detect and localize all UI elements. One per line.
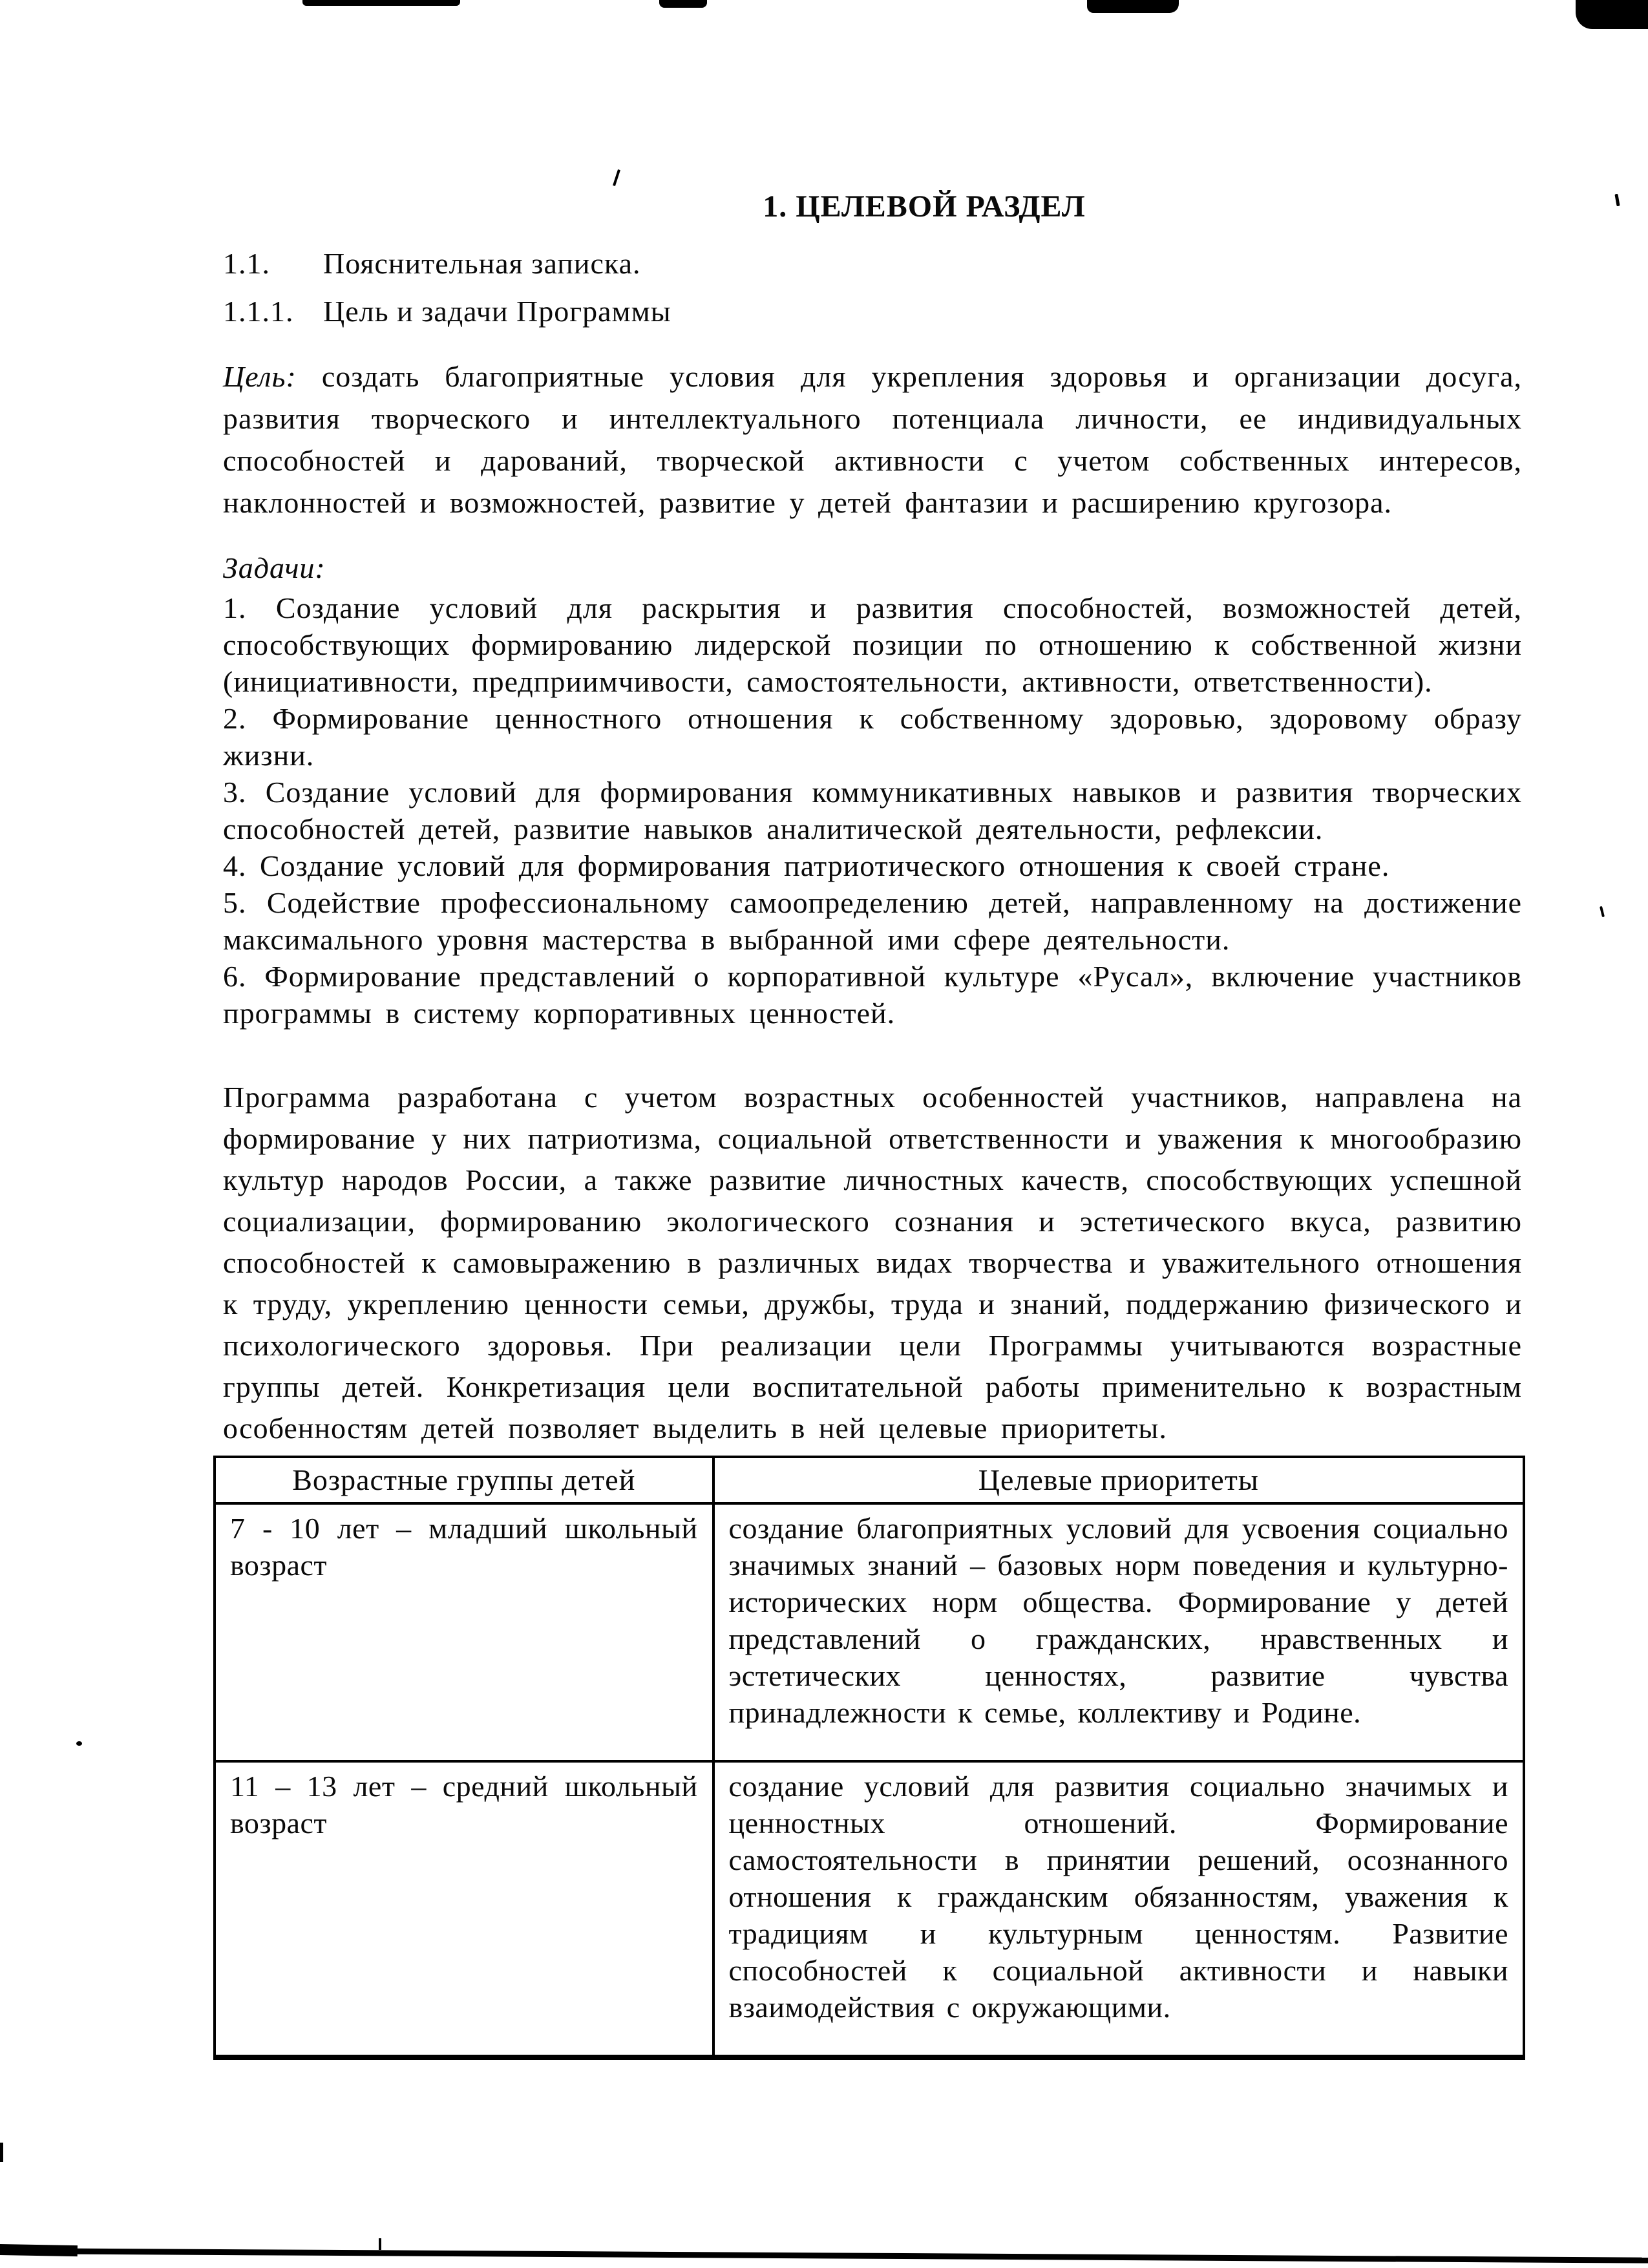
section-number: 1.1. xyxy=(223,247,270,280)
scan-speck-above-title xyxy=(613,169,620,186)
table-row xyxy=(215,1761,1524,2057)
task-item: 4. Создание условий для формирования патриотического отношения к своей стране. xyxy=(223,849,1390,882)
task-item: 3. Создание условий для формирования коммуникативных навыков и развития творческих способностей детей, развитие навыков аналитической деятельности, рефлексии. xyxy=(223,776,1522,845)
scan-speck-right-margin-2 xyxy=(1600,906,1605,917)
section-heading-1-1-1 xyxy=(223,293,1522,330)
table-row xyxy=(215,1503,1524,1761)
goal-label: Цель: xyxy=(223,360,297,393)
priority-cell: создание условий для развития социально значимых и ценностных отношений. Формирование самостоятельности в принятии решений, осознанного отношения к гражданским обязанностям, уважения к традициям и культурным ценностям. Развитие способностей к социальной активности и навыки взаимодействия с окружающими. xyxy=(713,1761,1524,2057)
age-group-cell: 7 - 10 лет – младший школьный возраст xyxy=(215,1503,713,1761)
age-groups-table xyxy=(213,1456,1525,2060)
scan-speck-left-margin xyxy=(76,1741,82,1746)
document-content xyxy=(223,187,1522,2060)
subsection-number: 1.1.1. xyxy=(223,295,294,328)
section-label: Пояснительная записка. xyxy=(323,247,641,280)
priority-cell: создание благоприятных условий для усвоения социально значимых знаний – базовых норм поведения и культурно-исторических норм общества. Формирование у детей представлений о гражданских, нравственных и эстетических ценностях, развитие чувства принадлежности к семье, коллективу и Родине. xyxy=(713,1503,1524,1761)
task-item: 1. Создание условий для раскрытия и развития способностей, возможностей детей, способствующих формированию лидерской позиции по отношению к собственной жизни (инициативности, предприимчивости, самостоятельности, активности, ответственности). xyxy=(223,591,1522,698)
task-item: 5. Содействие профессиональному самоопределению детей, направленному на достижение максимального уровня мастерства в выбранной ими сфере деятельности. xyxy=(223,886,1522,956)
task-item: 2. Формирование ценностного отношения к собственному здоровью, здоровому образу жизни. xyxy=(223,702,1522,772)
table-header-row xyxy=(215,1457,1524,1503)
age-group-cell: 11 – 13 лет – средний школьный возраст xyxy=(215,1761,713,2057)
task-item: 6. Формирование представлений о корпоративной культуре «Русал», включение участников программы в систему корпоративных ценностей. xyxy=(223,960,1522,1030)
goal-paragraph xyxy=(223,355,1522,524)
scan-artifact-left-edge xyxy=(0,2143,3,2162)
goal-text: создать благоприятные условия для укрепления здоровья и организации досуга, развития творческого и интеллектуального потенциала личности, ее индивидуальных способностей и дарований, творческой активности с учетом собственных интересов, наклонностей и возможностей, развитие у детей фантазии и расширению кругозора. xyxy=(223,360,1523,519)
column-header-age-groups: Возрастные группы детей xyxy=(215,1457,713,1503)
page-title: 1. ЦЕЛЕВОЙ РАЗДЕЛ xyxy=(763,189,1086,224)
scan-artifact-bottom-tick xyxy=(379,2238,381,2250)
scan-artifact-top-3 xyxy=(1087,0,1179,13)
scan-artifact-top-right-corner xyxy=(1576,0,1648,29)
tasks-list xyxy=(223,589,1522,1032)
column-header-target-priorities: Целевые приоритеты xyxy=(713,1457,1524,1503)
section-heading-1-1 xyxy=(223,246,1522,282)
scan-artifact-top-1 xyxy=(302,0,460,6)
scan-artifact-bottom-line xyxy=(0,2248,1648,2263)
scan-speck-right-margin-1 xyxy=(1614,194,1620,207)
subsection-label: Цель и задачи Программы xyxy=(323,295,671,328)
tasks-label: Задачи: xyxy=(223,551,326,584)
scan-artifact-top-2 xyxy=(659,0,707,8)
program-description-paragraph: Программа разработана с учетом возрастных особенностей участников, направлена на формирование у них патриотизма, социальной ответственности и уважения к многообразию культур народов России, а также развитие личностных качеств, способствующих успешной социализации, формированию экологического сознания и эстетического вкуса, развитию способностей к самовыражению в различных видах творчества и уважительного отношения к труду, укреплению ценности семьи, дружбы, труда и знаний, поддержанию физического и психологического здоровья. При реализации цели Программы учитываются возрастные группы детей. Конкретизация цели воспитательной работы применительно к возрастным особенностям детей позволяет выделить в ней целевые приоритеты. xyxy=(223,1081,1522,1445)
